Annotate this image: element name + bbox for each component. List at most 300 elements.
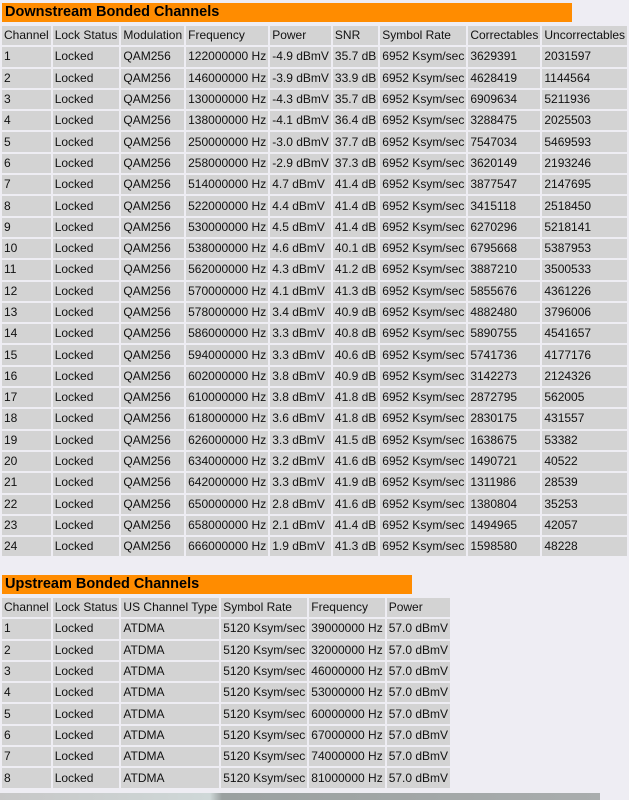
- upstream-table-cell: Locked: [53, 662, 120, 681]
- downstream-table-row: [2, 196, 627, 215]
- upstream-table-cell: 67000000 Hz: [309, 726, 384, 745]
- downstream-table-cell: 33.9 dB: [333, 69, 378, 88]
- downstream-table-cell: 250000000 Hz: [186, 132, 268, 151]
- downstream-table-cell: 1311986: [468, 473, 540, 492]
- downstream-table-row: [2, 516, 627, 535]
- upstream-table-cell: 3: [2, 662, 51, 681]
- downstream-table-cell: 514000000 Hz: [186, 175, 268, 194]
- downstream-table-cell: 40.9 dB: [333, 303, 378, 322]
- downstream-table-cell: 42057: [542, 516, 627, 535]
- downstream-table-cell: 2518450: [542, 196, 627, 215]
- downstream-table-cell: 6952 Ksym/sec: [380, 495, 466, 514]
- downstream-table-cell: 4.1 dBmV: [270, 282, 331, 301]
- downstream-table-cell: 2147695: [542, 175, 627, 194]
- downstream-table-cell: 6795668: [468, 239, 540, 258]
- downstream-table-cell: 4: [2, 111, 51, 130]
- downstream-table-cell: 570000000 Hz: [186, 282, 268, 301]
- downstream-table-cell: 6952 Ksym/sec: [380, 132, 466, 151]
- downstream-table-cell: QAM256: [121, 452, 184, 471]
- downstream-table-cell: 40.1 dB: [333, 239, 378, 258]
- downstream-table-cell: QAM256: [121, 90, 184, 109]
- downstream-table-cell: 7: [2, 175, 51, 194]
- downstream-table-cell: Locked: [53, 388, 120, 407]
- downstream-table-cell: 40.6 dB: [333, 345, 378, 364]
- downstream-table-row: [2, 218, 627, 237]
- downstream-table-cell: 15: [2, 345, 51, 364]
- downstream-table-row: [2, 175, 627, 194]
- downstream-table-cell: 2031597: [542, 47, 627, 66]
- downstream-table-cell: Locked: [53, 345, 120, 364]
- downstream-table-cell: 3.8 dBmV: [270, 388, 331, 407]
- downstream-table-cell: Locked: [53, 495, 120, 514]
- downstream-table-cell: 28539: [542, 473, 627, 492]
- downstream-table-cell: 258000000 Hz: [186, 154, 268, 173]
- upstream-table-cell: 5120 Ksym/sec: [221, 704, 307, 723]
- downstream-table-cell: 130000000 Hz: [186, 90, 268, 109]
- downstream-table-cell: 6952 Ksym/sec: [380, 452, 466, 471]
- downstream-table-cell: 562000000 Hz: [186, 260, 268, 279]
- upstream-column-header: Symbol Rate: [221, 598, 307, 617]
- upstream-table-cell: ATDMA: [121, 747, 219, 766]
- downstream-table-cell: 41.2 dB: [333, 260, 378, 279]
- downstream-table-cell: 562005: [542, 388, 627, 407]
- downstream-table-cell: Locked: [53, 282, 120, 301]
- downstream-table-cell: 41.8 dB: [333, 388, 378, 407]
- upstream-table-cell: 5120 Ksym/sec: [221, 768, 307, 787]
- upstream-table-cell: 5120 Ksym/sec: [221, 619, 307, 638]
- upstream-table-cell: 39000000 Hz: [309, 619, 384, 638]
- upstream-table-cell: Locked: [53, 619, 120, 638]
- downstream-table-cell: QAM256: [121, 175, 184, 194]
- downstream-table-cell: 4.7 dBmV: [270, 175, 331, 194]
- downstream-table-cell: 3629391: [468, 47, 540, 66]
- downstream-table-cell: QAM256: [121, 516, 184, 535]
- downstream-column-header: Frequency: [186, 26, 268, 45]
- downstream-table-cell: -3.0 dBmV: [270, 132, 331, 151]
- downstream-table-cell: 5218141: [542, 218, 627, 237]
- downstream-table-cell: 4361226: [542, 282, 627, 301]
- downstream-table-cell: 522000000 Hz: [186, 196, 268, 215]
- upstream-table-cell: 81000000 Hz: [309, 768, 384, 787]
- downstream-table-cell: 146000000 Hz: [186, 69, 268, 88]
- downstream-table-cell: 4.5 dBmV: [270, 218, 331, 237]
- upstream-column-header: Power: [387, 598, 450, 617]
- downstream-table-cell: Locked: [53, 47, 120, 66]
- downstream-table-row: [2, 239, 627, 258]
- downstream-table-cell: 41.5 dB: [333, 431, 378, 450]
- downstream-table-cell: 48228: [542, 537, 627, 556]
- downstream-table-cell: Locked: [53, 132, 120, 151]
- downstream-table-cell: 35253: [542, 495, 627, 514]
- upstream-table-cell: Locked: [53, 641, 120, 660]
- downstream-table-cell: 10: [2, 239, 51, 258]
- horizontal-scrollbar[interactable]: [0, 793, 600, 800]
- downstream-table-cell: Locked: [53, 260, 120, 279]
- downstream-table-cell: 16: [2, 367, 51, 386]
- downstream-table-cell: 1598580: [468, 537, 540, 556]
- downstream-table-cell: 6952 Ksym/sec: [380, 388, 466, 407]
- upstream-table-cell: ATDMA: [121, 683, 219, 702]
- upstream-table-cell: ATDMA: [121, 662, 219, 681]
- downstream-table-cell: 41.6 dB: [333, 495, 378, 514]
- downstream-table-cell: 6952 Ksym/sec: [380, 111, 466, 130]
- downstream-table-row: [2, 47, 627, 66]
- downstream-table-cell: QAM256: [121, 388, 184, 407]
- downstream-table-cell: QAM256: [121, 282, 184, 301]
- upstream-table-cell: 5120 Ksym/sec: [221, 683, 307, 702]
- downstream-table-cell: 6952 Ksym/sec: [380, 473, 466, 492]
- upstream-table-cell: 6: [2, 726, 51, 745]
- downstream-table-cell: 37.7 dB: [333, 132, 378, 151]
- downstream-table-cell: 40522: [542, 452, 627, 471]
- downstream-table-cell: 6952 Ksym/sec: [380, 154, 466, 173]
- upstream-table-cell: 7: [2, 747, 51, 766]
- downstream-table-cell: QAM256: [121, 154, 184, 173]
- downstream-table-cell: 53382: [542, 431, 627, 450]
- downstream-table-cell: 35.7 dB: [333, 90, 378, 109]
- downstream-table-cell: 5469593: [542, 132, 627, 151]
- downstream-column-header: SNR: [333, 26, 378, 45]
- downstream-table-cell: 6952 Ksym/sec: [380, 409, 466, 428]
- upstream-table-cell: Locked: [53, 768, 120, 787]
- upstream-table-cell: 57.0 dBmV: [387, 747, 450, 766]
- upstream-table-row: [2, 619, 450, 638]
- downstream-table-row: [2, 537, 627, 556]
- downstream-table-cell: 650000000 Hz: [186, 495, 268, 514]
- downstream-table-row: [2, 473, 627, 492]
- upstream-table-cell: Locked: [53, 704, 120, 723]
- downstream-table-cell: QAM256: [121, 239, 184, 258]
- downstream-table-cell: Locked: [53, 154, 120, 173]
- downstream-table-cell: 6909634: [468, 90, 540, 109]
- downstream-table-cell: 37.3 dB: [333, 154, 378, 173]
- downstream-table-cell: 20: [2, 452, 51, 471]
- downstream-table-cell: 4177176: [542, 345, 627, 364]
- upstream-table-cell: 74000000 Hz: [309, 747, 384, 766]
- downstream-table-cell: 23: [2, 516, 51, 535]
- downstream-table-cell: 4.4 dBmV: [270, 196, 331, 215]
- downstream-table-cell: 41.3 dB: [333, 282, 378, 301]
- downstream-table-cell: 18: [2, 409, 51, 428]
- downstream-table-cell: QAM256: [121, 345, 184, 364]
- downstream-table-cell: 2830175: [468, 409, 540, 428]
- downstream-table-cell: 6952 Ksym/sec: [380, 175, 466, 194]
- downstream-table-cell: 2.1 dBmV: [270, 516, 331, 535]
- downstream-table-cell: 1.9 dBmV: [270, 537, 331, 556]
- downstream-table-cell: 5741736: [468, 345, 540, 364]
- downstream-table-cell: Locked: [53, 303, 120, 322]
- upstream-column-header: Lock Status: [53, 598, 120, 617]
- downstream-column-header: Symbol Rate: [380, 26, 466, 45]
- downstream-table-cell: QAM256: [121, 260, 184, 279]
- downstream-table-cell: QAM256: [121, 537, 184, 556]
- downstream-table-cell: 1638675: [468, 431, 540, 450]
- downstream-table-cell: Locked: [53, 239, 120, 258]
- downstream-table-cell: 5211936: [542, 90, 627, 109]
- downstream-table-cell: QAM256: [121, 473, 184, 492]
- upstream-table-cell: 2: [2, 641, 51, 660]
- upstream-table-cell: 57.0 dBmV: [387, 662, 450, 681]
- downstream-table-cell: 3.2 dBmV: [270, 452, 331, 471]
- downstream-table-cell: 602000000 Hz: [186, 367, 268, 386]
- upstream-column-header: Frequency: [309, 598, 384, 617]
- downstream-table-cell: 41.8 dB: [333, 409, 378, 428]
- upstream-table-cell: 4: [2, 683, 51, 702]
- upstream-table-row: [2, 662, 450, 681]
- upstream-table-cell: 57.0 dBmV: [387, 619, 450, 638]
- upstream-table-cell: 5120 Ksym/sec: [221, 747, 307, 766]
- downstream-table-cell: 21: [2, 473, 51, 492]
- upstream-table-cell: Locked: [53, 683, 120, 702]
- upstream-table-cell: ATDMA: [121, 641, 219, 660]
- downstream-table-cell: 6952 Ksym/sec: [380, 196, 466, 215]
- downstream-table-cell: 3.3 dBmV: [270, 345, 331, 364]
- downstream-table-cell: 6952 Ksym/sec: [380, 69, 466, 88]
- upstream-table-cell: 5: [2, 704, 51, 723]
- downstream-column-header: Uncorrectables: [542, 26, 627, 45]
- downstream-table-cell: QAM256: [121, 47, 184, 66]
- downstream-table-cell: QAM256: [121, 132, 184, 151]
- downstream-table-cell: Locked: [53, 452, 120, 471]
- downstream-table-cell: 6952 Ksym/sec: [380, 324, 466, 343]
- downstream-table-cell: 2.8 dBmV: [270, 495, 331, 514]
- downstream-table-cell: 35.7 dB: [333, 47, 378, 66]
- downstream-table-row: [2, 132, 627, 151]
- downstream-table-cell: QAM256: [121, 111, 184, 130]
- downstream-table-cell: Locked: [53, 196, 120, 215]
- downstream-table-cell: 2193246: [542, 154, 627, 173]
- downstream-table-cell: 530000000 Hz: [186, 218, 268, 237]
- downstream-table-cell: -4.3 dBmV: [270, 90, 331, 109]
- upstream-table-cell: ATDMA: [121, 619, 219, 638]
- upstream-table-cell: 57.0 dBmV: [387, 683, 450, 702]
- downstream-table-row: [2, 260, 627, 279]
- downstream-table-cell: -4.1 dBmV: [270, 111, 331, 130]
- downstream-table-cell: Locked: [53, 175, 120, 194]
- downstream-table-cell: 3.3 dBmV: [270, 431, 331, 450]
- downstream-table-cell: 658000000 Hz: [186, 516, 268, 535]
- downstream-table-row: [2, 495, 627, 514]
- downstream-table-cell: 578000000 Hz: [186, 303, 268, 322]
- upstream-table-row: [2, 768, 450, 787]
- upstream-table: [0, 596, 452, 790]
- downstream-table-cell: 41.6 dB: [333, 452, 378, 471]
- downstream-table-cell: QAM256: [121, 324, 184, 343]
- upstream-table-cell: 5120 Ksym/sec: [221, 641, 307, 660]
- downstream-section: [2, 3, 626, 558]
- downstream-table-cell: 3500533: [542, 260, 627, 279]
- downstream-table-cell: 6: [2, 154, 51, 173]
- downstream-table-cell: Locked: [53, 111, 120, 130]
- downstream-table-cell: -2.9 dBmV: [270, 154, 331, 173]
- downstream-table-cell: 24: [2, 537, 51, 556]
- downstream-table-cell: 3620149: [468, 154, 540, 173]
- downstream-table-cell: 3415118: [468, 196, 540, 215]
- downstream-table-cell: 138000000 Hz: [186, 111, 268, 130]
- downstream-table-cell: 1144564: [542, 69, 627, 88]
- downstream-table-cell: 6952 Ksym/sec: [380, 47, 466, 66]
- downstream-title: Downstream Bonded Channels: [2, 3, 572, 22]
- downstream-table-row: [2, 367, 627, 386]
- downstream-table-cell: -3.9 dBmV: [270, 69, 331, 88]
- downstream-table-row: [2, 431, 627, 450]
- downstream-table-row: [2, 303, 627, 322]
- downstream-table-cell: 8: [2, 196, 51, 215]
- upstream-table-cell: 60000000 Hz: [309, 704, 384, 723]
- downstream-table-cell: 14: [2, 324, 51, 343]
- downstream-table-cell: 6952 Ksym/sec: [380, 367, 466, 386]
- downstream-table-cell: QAM256: [121, 495, 184, 514]
- downstream-table-cell: 41.4 dB: [333, 218, 378, 237]
- downstream-table-cell: 41.4 dB: [333, 516, 378, 535]
- downstream-table-cell: 1380804: [468, 495, 540, 514]
- downstream-table-cell: 5855676: [468, 282, 540, 301]
- upstream-table-row: [2, 704, 450, 723]
- downstream-table-cell: 6952 Ksym/sec: [380, 431, 466, 450]
- downstream-table-cell: Locked: [53, 69, 120, 88]
- downstream-table-row: [2, 154, 627, 173]
- downstream-table-cell: 3.3 dBmV: [270, 324, 331, 343]
- downstream-table-cell: 3142273: [468, 367, 540, 386]
- downstream-table-cell: 6952 Ksym/sec: [380, 239, 466, 258]
- downstream-header-row: [2, 26, 627, 45]
- downstream-table-cell: 634000000 Hz: [186, 452, 268, 471]
- downstream-table-cell: 41.3 dB: [333, 537, 378, 556]
- upstream-table-row: [2, 747, 450, 766]
- downstream-table-cell: 4541657: [542, 324, 627, 343]
- upstream-table-cell: ATDMA: [121, 768, 219, 787]
- downstream-table-cell: 594000000 Hz: [186, 345, 268, 364]
- downstream-table-cell: 3.8 dBmV: [270, 367, 331, 386]
- downstream-column-header: Channel: [2, 26, 51, 45]
- downstream-table-cell: 3288475: [468, 111, 540, 130]
- downstream-table-cell: QAM256: [121, 196, 184, 215]
- downstream-table-cell: 431557: [542, 409, 627, 428]
- downstream-table-row: [2, 111, 627, 130]
- downstream-table-cell: QAM256: [121, 431, 184, 450]
- downstream-table-cell: 6952 Ksym/sec: [380, 282, 466, 301]
- upstream-table-cell: Locked: [53, 747, 120, 766]
- downstream-table-cell: 6952 Ksym/sec: [380, 90, 466, 109]
- downstream-table-cell: 11: [2, 260, 51, 279]
- downstream-table-cell: 610000000 Hz: [186, 388, 268, 407]
- downstream-table-cell: 12: [2, 282, 51, 301]
- downstream-table-cell: Locked: [53, 431, 120, 450]
- downstream-table-cell: 666000000 Hz: [186, 537, 268, 556]
- downstream-table-cell: 3796006: [542, 303, 627, 322]
- downstream-table-cell: 586000000 Hz: [186, 324, 268, 343]
- downstream-table-cell: 618000000 Hz: [186, 409, 268, 428]
- downstream-table-cell: QAM256: [121, 367, 184, 386]
- downstream-table-cell: 2872795: [468, 388, 540, 407]
- downstream-table-cell: 538000000 Hz: [186, 239, 268, 258]
- downstream-table-cell: 9: [2, 218, 51, 237]
- upstream-table-row: [2, 683, 450, 702]
- downstream-table-cell: 2: [2, 69, 51, 88]
- downstream-table-cell: 17: [2, 388, 51, 407]
- downstream-table-row: [2, 90, 627, 109]
- downstream-table-cell: 6952 Ksym/sec: [380, 345, 466, 364]
- downstream-table-cell: 22: [2, 495, 51, 514]
- upstream-column-header: US Channel Type: [121, 598, 219, 617]
- downstream-table-row: [2, 324, 627, 343]
- downstream-column-header: Power: [270, 26, 331, 45]
- downstream-table-cell: Locked: [53, 537, 120, 556]
- downstream-table-cell: -4.9 dBmV: [270, 47, 331, 66]
- downstream-table-cell: 1490721: [468, 452, 540, 471]
- downstream-table-cell: 642000000 Hz: [186, 473, 268, 492]
- downstream-table-cell: 41.9 dB: [333, 473, 378, 492]
- upstream-column-header: Channel: [2, 598, 51, 617]
- downstream-table-row: [2, 409, 627, 428]
- downstream-table-cell: QAM256: [121, 409, 184, 428]
- downstream-table-cell: 5387953: [542, 239, 627, 258]
- upstream-section: [2, 575, 449, 790]
- upstream-title: Upstream Bonded Channels: [2, 575, 412, 594]
- downstream-column-header: Modulation: [121, 26, 184, 45]
- downstream-table-cell: 4.6 dBmV: [270, 239, 331, 258]
- upstream-table-cell: 8: [2, 768, 51, 787]
- downstream-table-row: [2, 282, 627, 301]
- upstream-table-cell: 57.0 dBmV: [387, 726, 450, 745]
- upstream-table-cell: ATDMA: [121, 726, 219, 745]
- downstream-table-cell: 5: [2, 132, 51, 151]
- upstream-table-cell: 5120 Ksym/sec: [221, 726, 307, 745]
- upstream-table-cell: 1: [2, 619, 51, 638]
- downstream-table-cell: QAM256: [121, 218, 184, 237]
- downstream-table-row: [2, 69, 627, 88]
- downstream-table-row: [2, 388, 627, 407]
- downstream-table-cell: 6952 Ksym/sec: [380, 218, 466, 237]
- downstream-table-cell: 40.8 dB: [333, 324, 378, 343]
- downstream-table-cell: 36.4 dB: [333, 111, 378, 130]
- downstream-table-cell: 4.3 dBmV: [270, 260, 331, 279]
- upstream-table-cell: 5120 Ksym/sec: [221, 662, 307, 681]
- downstream-table-cell: 6952 Ksym/sec: [380, 260, 466, 279]
- downstream-table-cell: 5890755: [468, 324, 540, 343]
- upstream-table-cell: 32000000 Hz: [309, 641, 384, 660]
- upstream-table-cell: Locked: [53, 726, 120, 745]
- upstream-table-row: [2, 641, 450, 660]
- downstream-column-header: Correctables: [468, 26, 540, 45]
- downstream-table-cell: 6270296: [468, 218, 540, 237]
- downstream-table-cell: Locked: [53, 90, 120, 109]
- downstream-table-cell: Locked: [53, 218, 120, 237]
- upstream-table-cell: 57.0 dBmV: [387, 641, 450, 660]
- downstream-column-header: Lock Status: [53, 26, 120, 45]
- downstream-table-cell: 41.4 dB: [333, 196, 378, 215]
- downstream-table-cell: Locked: [53, 367, 120, 386]
- downstream-table-cell: Locked: [53, 409, 120, 428]
- downstream-table-cell: Locked: [53, 473, 120, 492]
- downstream-table-cell: 13: [2, 303, 51, 322]
- downstream-table-cell: 3887210: [468, 260, 540, 279]
- upstream-header-row: [2, 598, 450, 617]
- downstream-table-cell: 2025503: [542, 111, 627, 130]
- downstream-table-cell: 6952 Ksym/sec: [380, 303, 466, 322]
- downstream-table-cell: 2124326: [542, 367, 627, 386]
- upstream-table-cell: 57.0 dBmV: [387, 768, 450, 787]
- downstream-table-cell: 41.4 dB: [333, 175, 378, 194]
- downstream-table-cell: QAM256: [121, 303, 184, 322]
- downstream-table-cell: Locked: [53, 324, 120, 343]
- downstream-table-cell: 3: [2, 90, 51, 109]
- downstream-table-cell: 4882480: [468, 303, 540, 322]
- downstream-table-cell: 6952 Ksym/sec: [380, 516, 466, 535]
- downstream-table-row: [2, 345, 627, 364]
- downstream-table-cell: 122000000 Hz: [186, 47, 268, 66]
- upstream-table-cell: ATDMA: [121, 704, 219, 723]
